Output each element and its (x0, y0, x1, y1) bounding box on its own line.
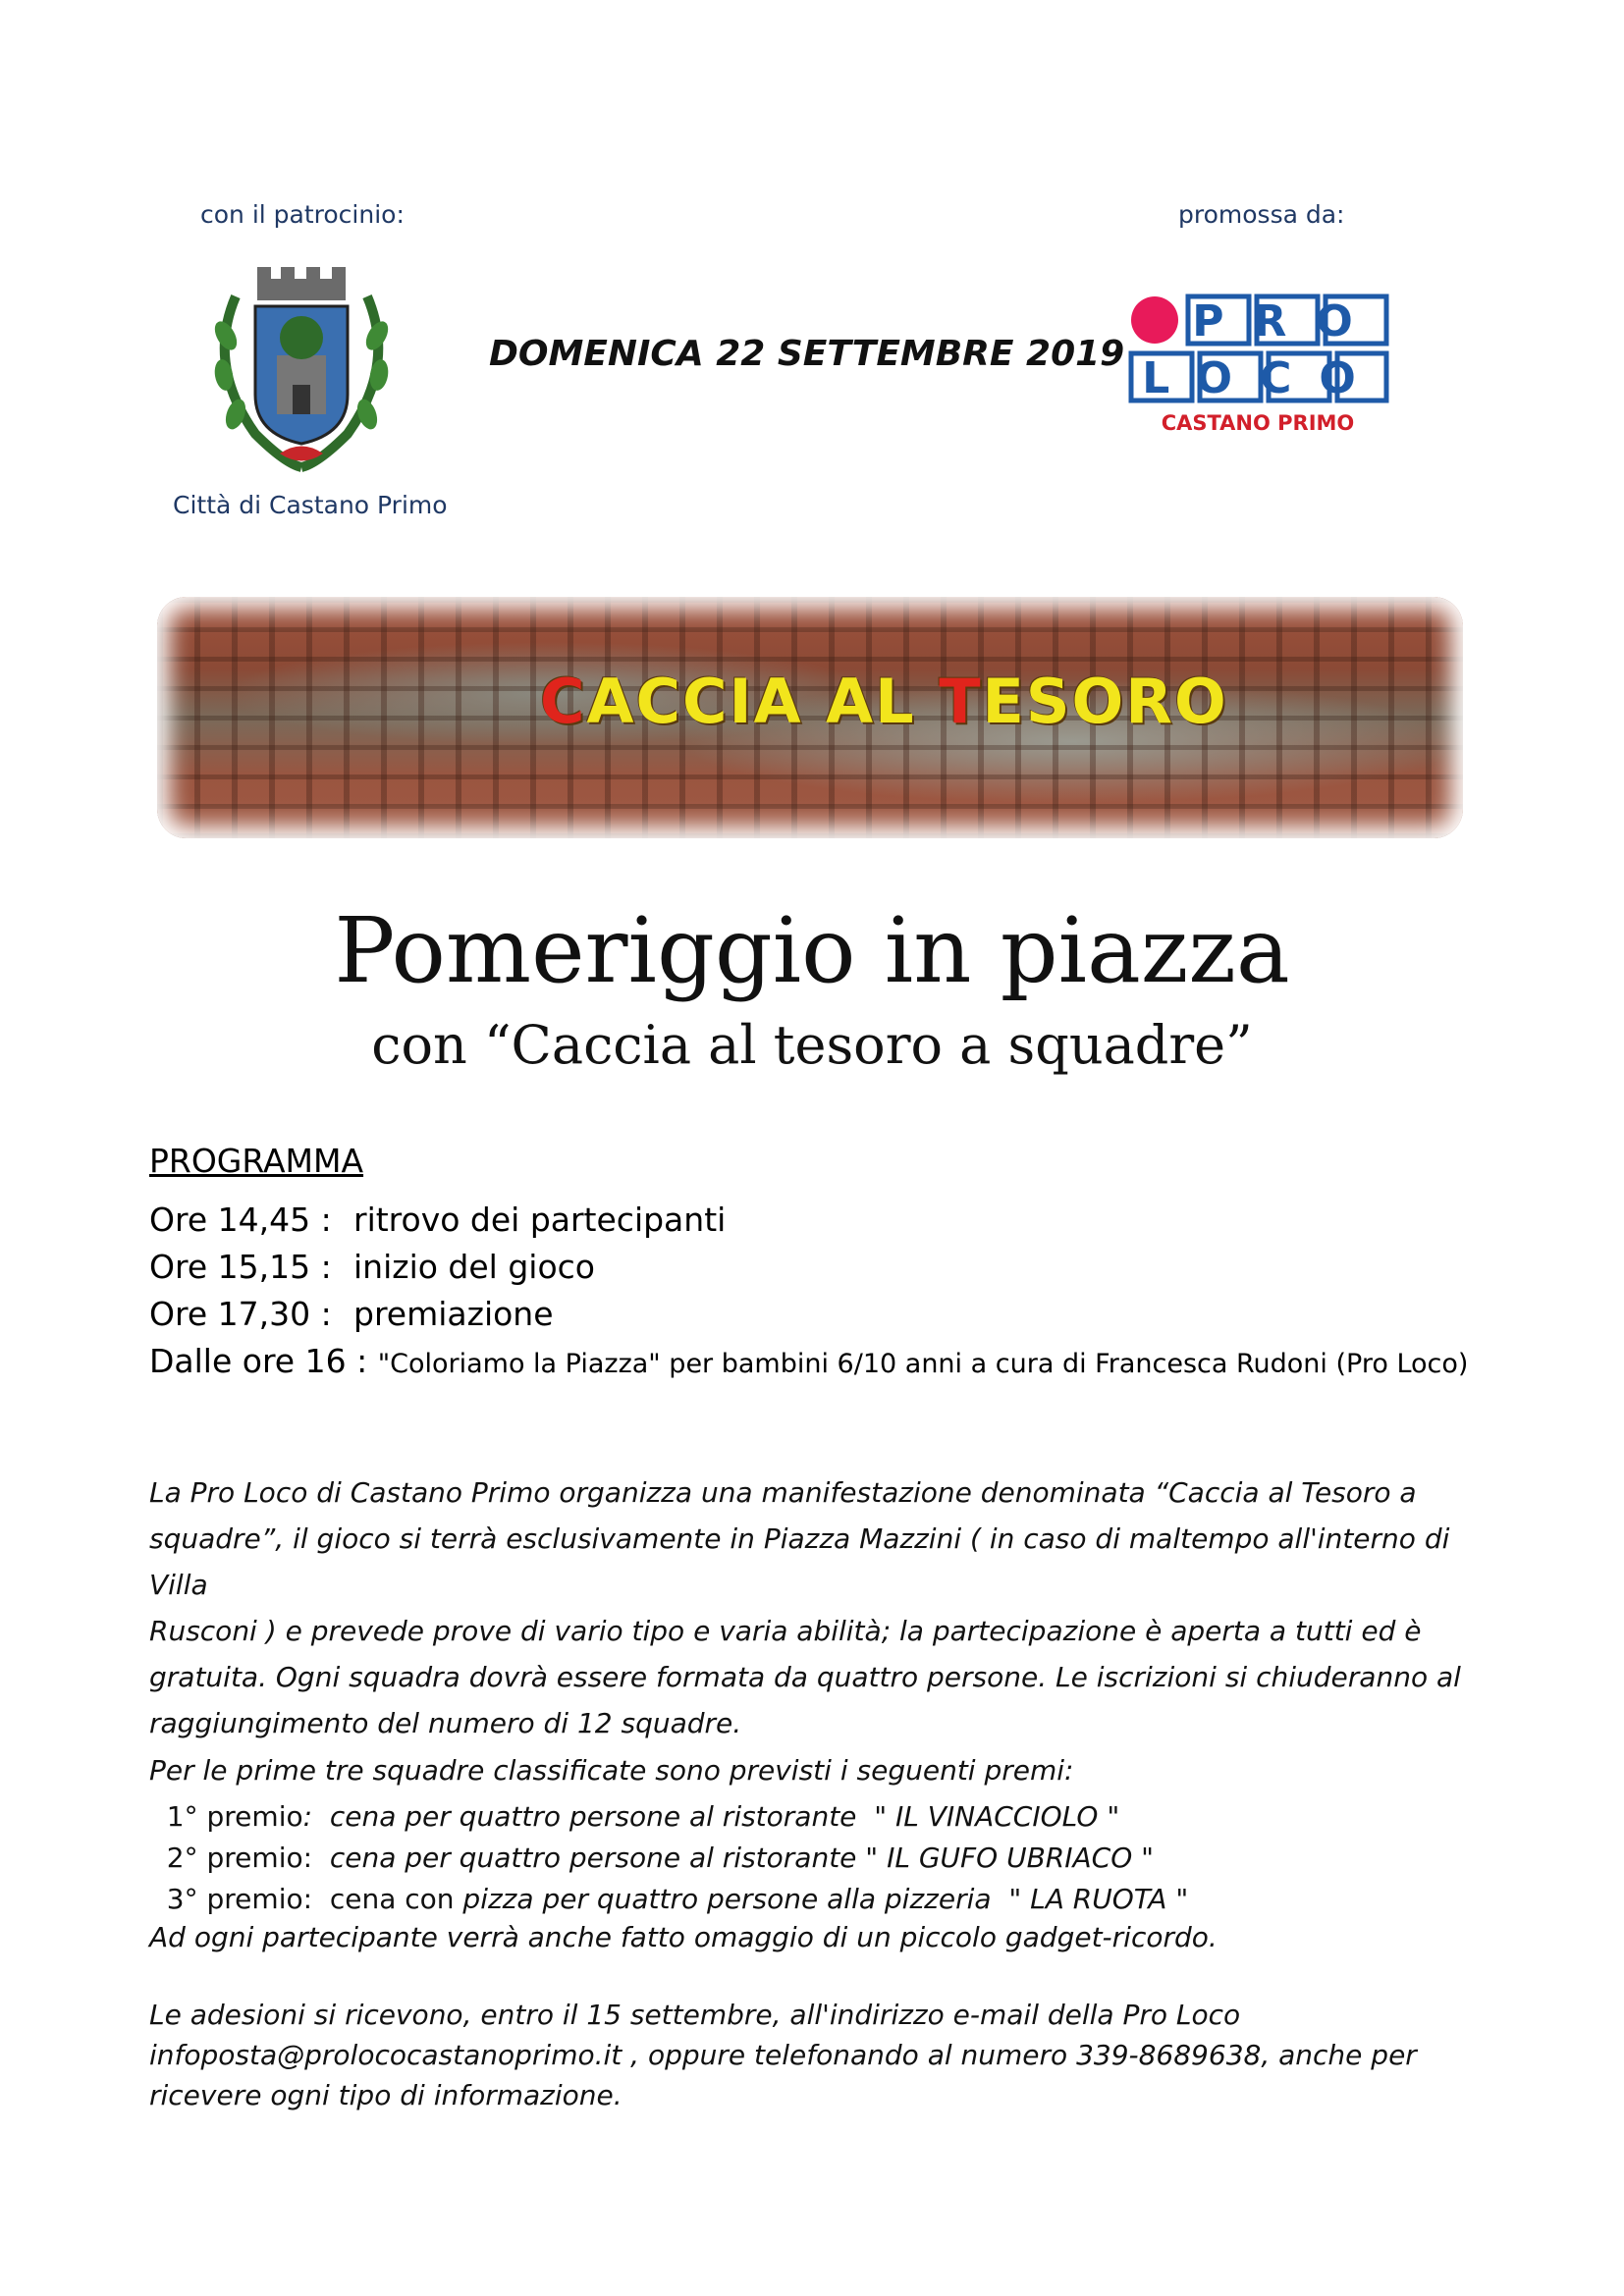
contact-line: Le adesioni si ricevono, entro il 15 settembre, all'indirizzo e-mail della Pro Loco (149, 1999, 1241, 2031)
program-row (149, 1248, 595, 1286)
prize-label: 2° premio: (149, 1842, 313, 1874)
banner-title (540, 666, 1228, 737)
program-activity: premiazione (353, 1295, 554, 1333)
city-crest-icon (196, 257, 406, 477)
program-row (149, 1201, 726, 1239)
main-title: Pomeriggio in piazza (334, 898, 1290, 1003)
proloco-logo-line1: PRO (1192, 296, 1382, 347)
description-line: squadre”, il gioco si terrà esclusivamente in Piazza Mazzini ( in caso di maltempo all'interno di Villa (149, 1522, 1450, 1601)
proloco-logo-line3: CASTANO PRIMO (1161, 411, 1355, 435)
prize-item (149, 1842, 1154, 1874)
prize-text: : cena per quattro persone al ristorante " IL VINACCIOLO " (302, 1800, 1120, 1833)
prize-item (149, 1800, 1119, 1833)
proloco-logo (1125, 291, 1390, 438)
description-line: La Pro Loco di Castano Primo organizza una manifestazione denominata “Caccia al Tesoro a (149, 1476, 1417, 1509)
banner-title-rest-2: ESORO (982, 666, 1228, 737)
prize-text: cena per quattro persone al ristorante " IL GUFO UBRIACO " (312, 1842, 1155, 1874)
program-heading: PROGRAMMA (149, 1142, 364, 1180)
program-activity: ritrovo dei partecipanti (353, 1201, 727, 1239)
program-activity: inizio del gioco (353, 1248, 595, 1286)
description-line: Rusconi ) e prevede prove di vario tipo e varia abilità; la partecipazione è aperta a tutti ed è (149, 1615, 1422, 1647)
program-row (149, 1295, 554, 1333)
sub-title: con “Caccia al tesoro a squadre” (371, 1014, 1253, 1076)
treasure-hunt-banner (157, 597, 1463, 838)
program-time: Ore 14,45 : (149, 1201, 332, 1239)
program-row (149, 1342, 1468, 1380)
proloco-logo-line2: LOCO (1142, 353, 1383, 403)
description-paragraph (149, 1469, 1485, 1746)
contact-line: ricevere ogni tipo di informazione. (149, 2079, 623, 2111)
contact-line: infoposta@prolococastanoprimo.it , oppure telefonando al numero 339-8689638, anche per (149, 2039, 1417, 2071)
proloco-logo-graphic (1125, 291, 1390, 438)
description-line: raggiungimento del numero di 12 squadre. (149, 1707, 742, 1739)
event-date: DOMENICA 22 SETTEMBRE 2019 (489, 334, 1125, 374)
program-time: Ore 17,30 : (149, 1295, 332, 1333)
prizes-intro: Per le prime tre squadre classificate sono previsti i seguenti premi: (149, 1754, 1074, 1787)
prize-item (149, 1883, 1188, 1915)
program-time: Ore 15,15 : (149, 1248, 332, 1286)
prize-label: 1° premio (149, 1800, 303, 1833)
program-activity: "Coloriamo la Piazza" per bambini 6/10 anni a cura di Francesca Rudoni (Pro Loco) (377, 1349, 1469, 1379)
prize-label: 3° premio: cena con (149, 1883, 455, 1915)
program-time: Dalle ore 16 : (149, 1342, 368, 1380)
gadget-note: Ad ogni partecipante verrà anche fatto omaggio di un piccolo gadget-ricordo. (149, 1921, 1218, 1953)
contact-paragraph (149, 1995, 1485, 2115)
banner-title-rest-1: ACCIA AL (586, 666, 940, 737)
banner-title-initial-1: C (540, 666, 587, 737)
description-line: gratuita. Ogni squadra dovrà essere formata da quattro persone. Le iscrizioni si chiuderanno al (149, 1661, 1461, 1693)
prize-text: pizza per quattro persone alla pizzeria " LA RUOTA " (454, 1883, 1189, 1915)
city-name: Città di Castano Primo (173, 491, 448, 519)
promoter-label: promossa da: (1178, 200, 1345, 229)
banner-title-initial-2: T (939, 666, 983, 737)
patronage-label: con il patrocinio: (200, 200, 405, 229)
